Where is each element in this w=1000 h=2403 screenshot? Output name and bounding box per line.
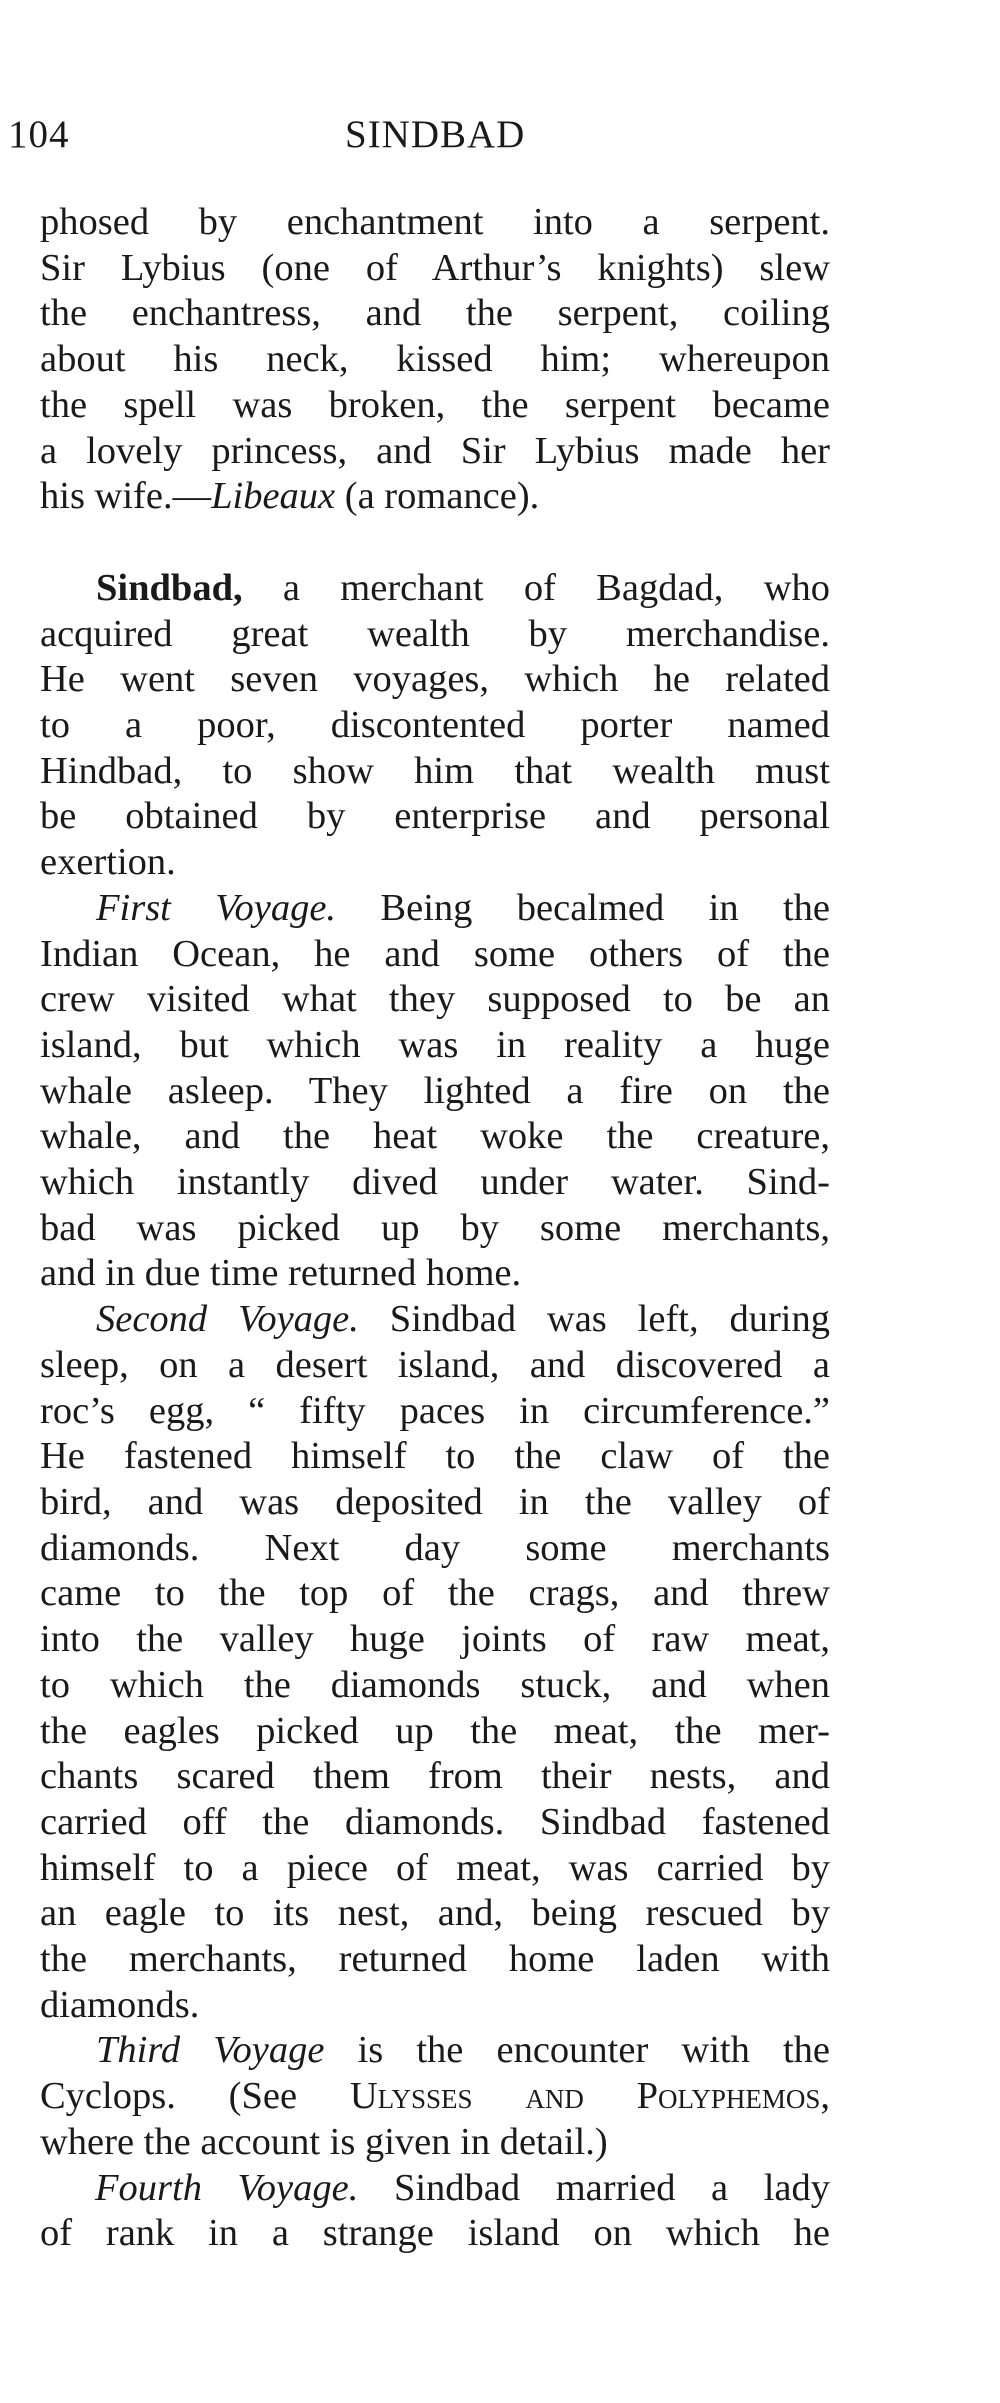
text-line: Sir Lybius (one of Arthur’s knights) slew xyxy=(40,246,830,289)
running-head: SINDBAD xyxy=(345,113,526,156)
page-header xyxy=(0,112,1000,172)
text-line: crew visited what they supposed to be an xyxy=(40,978,830,1021)
entry-headword: Sindbad, xyxy=(96,566,243,609)
text-line: island, but which was in reality a huge xyxy=(40,1023,830,1066)
cross-reference: Ulysses and Polyphemos xyxy=(349,2075,821,2118)
text-line: He went seven voyages, which he related xyxy=(40,658,830,701)
text-line: carried off the diamonds. Sindbad fastened xyxy=(40,1800,830,1843)
text-line: into the valley huge joints of raw meat, xyxy=(40,1618,830,1661)
text-line: whale asleep. They lighted a fire on the xyxy=(40,1069,830,1112)
text-fragment: is the encounter with the xyxy=(324,2029,830,2072)
paragraph-first-voyage xyxy=(40,886,830,1297)
text-line: to which the diamonds stuck, and when xyxy=(40,1663,830,1706)
text-fragment: Cyclops. (See xyxy=(40,2075,350,2118)
text-fragment: a merchant of Bagdad, who xyxy=(242,566,830,609)
text-line: Indian Ocean, he and some others of the xyxy=(40,932,830,975)
text-line: bad was picked up by some merchants, xyxy=(40,1206,830,1249)
text-line xyxy=(40,2166,830,2212)
text-line: whale, and the heat woke the creature, xyxy=(40,1115,830,1158)
text-line: came to the top of the crags, and threw xyxy=(40,1572,830,1615)
text-line: which instantly dived under water. Sind- xyxy=(40,1161,830,1204)
text-line: of rank in a strange island on which he xyxy=(40,2212,830,2255)
text-line: phosed by enchantment into a serpent. xyxy=(40,201,830,243)
italic-subheading: First Voyage. xyxy=(96,886,337,929)
italic-subheading: Fourth Voyage. xyxy=(95,2166,359,2209)
text-line: acquired great wealth by merchandise. xyxy=(40,612,830,655)
body-text xyxy=(40,200,830,2257)
text-line: an eagle to its nest, and, being rescued by xyxy=(40,1892,830,1935)
text-line: the spell was broken, the serpent became xyxy=(40,383,830,426)
text-line: to a poor, discontented porter named xyxy=(40,704,830,747)
text-fragment: his wife.— xyxy=(40,475,212,518)
italic-subheading: Second Voyage. xyxy=(96,1298,359,1341)
paragraph-third-voyage xyxy=(40,2028,830,2165)
text-fragment: Sindbad was left, during xyxy=(358,1298,831,1341)
text-line xyxy=(40,1297,830,1343)
text-line: the merchants, returned home laden with xyxy=(40,1938,830,1981)
text-line: about his neck, kissed him; whereupon xyxy=(40,338,830,381)
text-line xyxy=(40,566,830,612)
text-line xyxy=(40,2074,830,2120)
text-fragment: Being becalmed in the xyxy=(336,886,830,929)
text-line: roc’s egg, “ fifty paces in circumference.” xyxy=(40,1389,830,1432)
paragraph-second-voyage xyxy=(40,1297,830,2028)
text-line: and in due time returned home. xyxy=(40,1252,522,1295)
text-line: diamonds. Next day some merchants xyxy=(40,1526,830,1569)
page-number: 104 xyxy=(8,113,70,156)
paragraph-sindbad-entry xyxy=(40,566,830,886)
text-line xyxy=(40,474,830,520)
text-line: exertion. xyxy=(40,841,176,884)
text-line xyxy=(40,886,830,932)
text-line: Hindbad, to show him that wealth must xyxy=(40,749,830,792)
text-line: He fastened himself to the claw of the xyxy=(40,1435,830,1478)
text-line: be obtained by enterprise and personal xyxy=(40,795,830,838)
italic-subheading: Third Voyage xyxy=(96,2029,325,2072)
text-line: bird, and was deposited in the valley of xyxy=(40,1480,830,1523)
text-line: himself to a piece of meat, was carried by xyxy=(40,1846,830,1889)
text-fragment: , xyxy=(820,2075,830,2118)
paragraph-libeaux-continuation xyxy=(40,200,830,520)
text-line: a lovely princess, and Sir Lybius made her xyxy=(40,429,830,472)
text-line: chants scared them from their nests, and xyxy=(40,1755,830,1798)
paragraph-fourth-voyage xyxy=(40,2166,830,2257)
text-fragment: Sindbad married a lady xyxy=(358,2166,830,2209)
paragraph-gap xyxy=(40,520,830,566)
text-line: diamonds. xyxy=(40,1983,200,2026)
text-line xyxy=(40,2028,830,2074)
text-line: the enchantress, and the serpent, coiling xyxy=(40,292,830,335)
text-line: sleep, on a desert island, and discovered a xyxy=(40,1343,830,1386)
text-line: where the account is given in detail.) xyxy=(40,2120,608,2163)
italic-citation: Libeaux xyxy=(211,475,336,518)
text-line: the eagles picked up the meat, the mer- xyxy=(40,1709,830,1752)
text-fragment: (a romance). xyxy=(335,475,540,518)
